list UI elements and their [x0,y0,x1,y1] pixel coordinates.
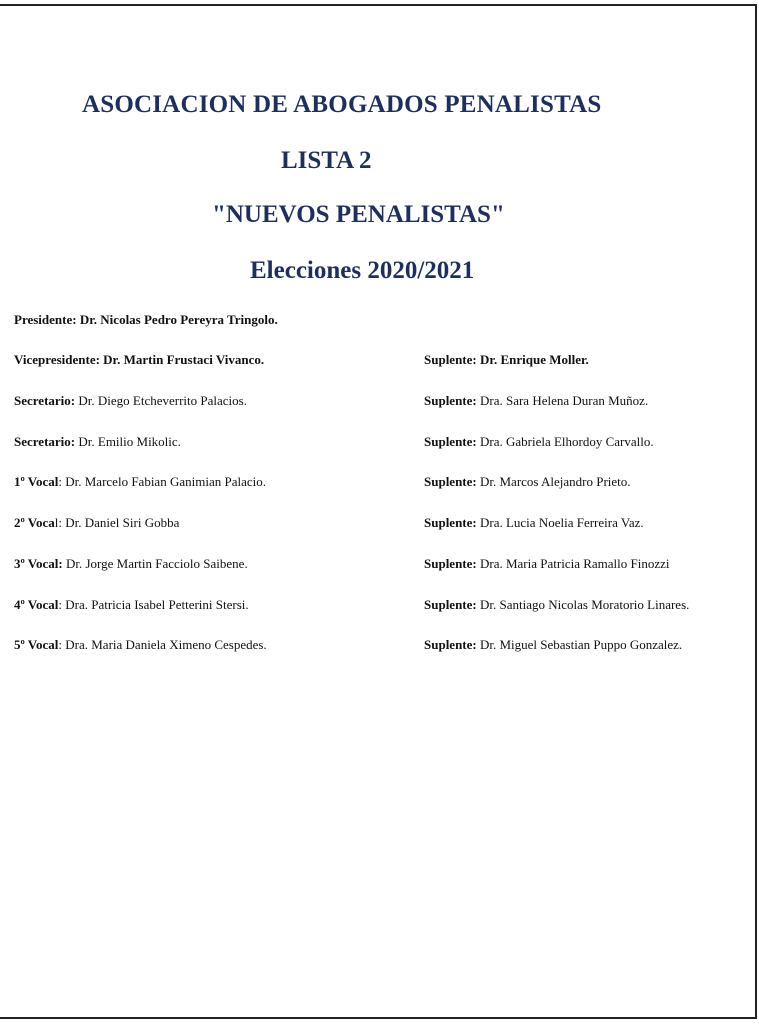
role-label: 5º Vocal [14,637,59,652]
person-name: Dr. Santiago Nicolas Moratorio Linares. [476,597,690,612]
list-number: LISTA 2 [281,147,372,174]
elections-title: Elecciones 2020/2021 [250,257,475,284]
person-name: Dra. Maria Patricia Ramallo Finozzi [476,556,670,571]
list-item [14,638,267,651]
role-label: Suplente: [424,637,477,652]
role-label: 2º Voca [14,515,55,530]
list-item [424,516,644,529]
role-label: Suplente: [424,556,477,571]
person-name: Dr. Nicolas Pedro Pereyra Tringolo. [76,312,278,327]
person-name: : Dr. Marcelo Fabian Ganimian Palacio. [58,474,266,489]
role-label: Suplente: [424,434,477,449]
president-row [14,313,278,326]
person-name: Dr. Miguel Sebastian Puppo Gonzalez. [476,637,683,652]
list-item [14,353,264,366]
role-label: Secretario: [14,393,76,408]
person-name: : Dra. Patricia Isabel Petterini Stersi. [58,597,249,612]
person-name: Dr. Martin Frustaci Vivanco. [99,352,265,367]
role-label: Vicepresidente: [14,352,100,367]
list-item [424,353,589,366]
list-item [14,394,247,407]
list-item [424,475,631,488]
person-name: Dr. Enrique Moller. [476,352,589,367]
role-label: 4º Vocal [14,597,59,612]
person-name: Dra. Lucia Noelia Ferreira Vaz. [476,515,644,530]
role-label: Suplente: [424,393,477,408]
person-name: : Dra. Maria Daniela Ximeno Cespedes. [58,637,267,652]
person-name: Dr. Marcos Alejandro Prieto. [476,474,631,489]
role-label: Suplente: [424,352,477,367]
list-item [424,435,654,448]
role-label: Suplente: [424,474,477,489]
person-name: Dra. Gabriela Elhordoy Carvallo. [476,434,654,449]
list-item [14,557,248,570]
list-item [424,557,670,570]
person-name: l: Dr. Daniel Siri Gobba [54,515,180,530]
list-item [14,598,249,611]
list-item [14,516,179,529]
role-label: Presidente: [14,312,77,327]
list-item [14,435,181,448]
person-name: Dr. Emilio Mikolic. [75,434,181,449]
list-name: "NUEVOS PENALISTAS" [212,201,505,228]
role-label: 3º Vocal: [14,556,63,571]
role-label: Suplente: [424,515,477,530]
list-item [424,638,682,651]
role-label: 1º Vocal [14,474,59,489]
role-label: Secretario: [14,434,76,449]
person-name: Dr. Jorge Martin Facciolo Saibene. [62,556,248,571]
list-item [424,394,648,407]
list-item [424,598,689,611]
list-item [14,475,266,488]
organization-title: ASOCIACION DE ABOGADOS PENALISTAS [82,91,602,118]
person-name: Dra. Sara Helena Duran Muñoz. [476,393,649,408]
person-name: Dr. Diego Etcheverrito Palacios. [75,393,247,408]
page-border [0,4,757,1019]
role-label: Suplente: [424,597,477,612]
